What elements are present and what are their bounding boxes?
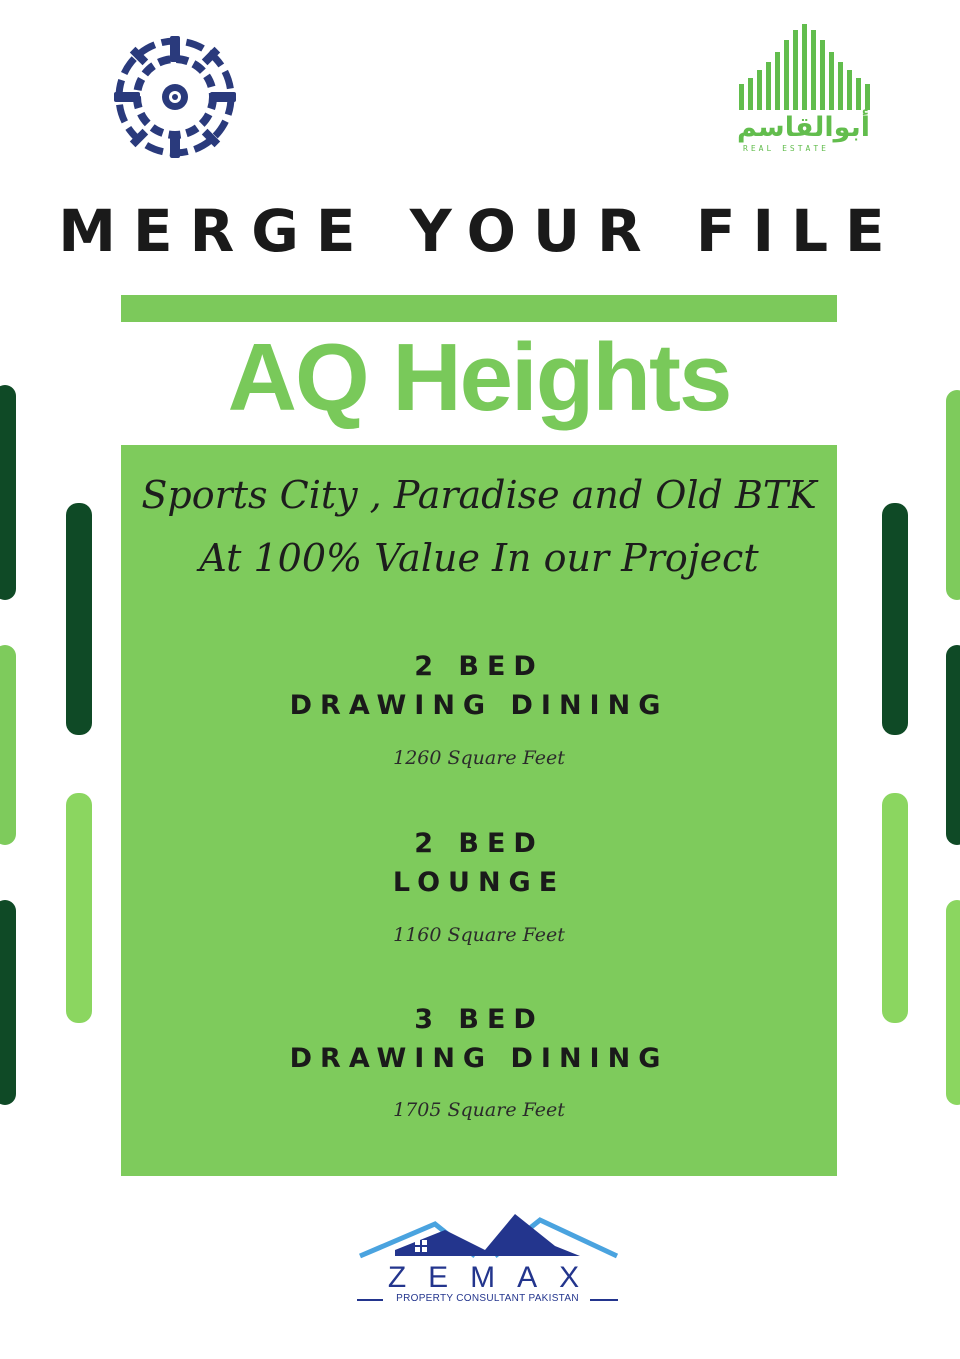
- unit-1-beds: 2 BED: [414, 651, 544, 682]
- decor-stripe: [946, 900, 960, 1105]
- unit-1-area: 1260 Square Feet: [393, 747, 565, 769]
- decor-stripe: [0, 900, 16, 1105]
- unit-1-type: DRAWING DINING: [289, 690, 669, 721]
- unit-3-area: 1705 Square Feet: [393, 1099, 565, 1121]
- unit-2-area: 1160 Square Feet: [393, 924, 565, 946]
- brand-arabic-name: أبوالقاسم: [736, 112, 870, 143]
- decor-stripe: [0, 645, 16, 845]
- unit-3-beds: 3 BED: [414, 1004, 544, 1035]
- page-headline: MERGE YOUR FILE: [58, 197, 902, 265]
- footer-brand: ZEMAX: [387, 1261, 602, 1294]
- unit-2-beds: 2 BED: [414, 828, 544, 859]
- brand-subtitle: REAL ESTATE: [743, 144, 829, 153]
- circular-calligraphy-seal-icon: [108, 30, 242, 164]
- decor-stripe: [946, 390, 960, 600]
- skyline-bars-icon: [735, 22, 870, 114]
- decor-stripe: [0, 385, 16, 600]
- unit-3-type: DRAWING DINING: [289, 1043, 669, 1074]
- tagline-line-1: Sports City , Paradise and Old BTK: [141, 473, 817, 517]
- decor-stripe: [66, 793, 92, 1023]
- skyline-bars-logo: [735, 22, 870, 154]
- footer-tagline: PROPERTY CONSULTANT PAKISTAN: [396, 1293, 579, 1304]
- tagline-line-2: At 100% Value In our Project: [199, 536, 759, 580]
- project-name: AQ Heights: [227, 324, 731, 431]
- decor-stripe: [882, 793, 908, 1023]
- decor-stripe: [946, 645, 960, 845]
- decor-stripe: [66, 503, 92, 735]
- unit-2-type: LOUNGE: [392, 867, 566, 898]
- decor-stripe: [882, 503, 908, 735]
